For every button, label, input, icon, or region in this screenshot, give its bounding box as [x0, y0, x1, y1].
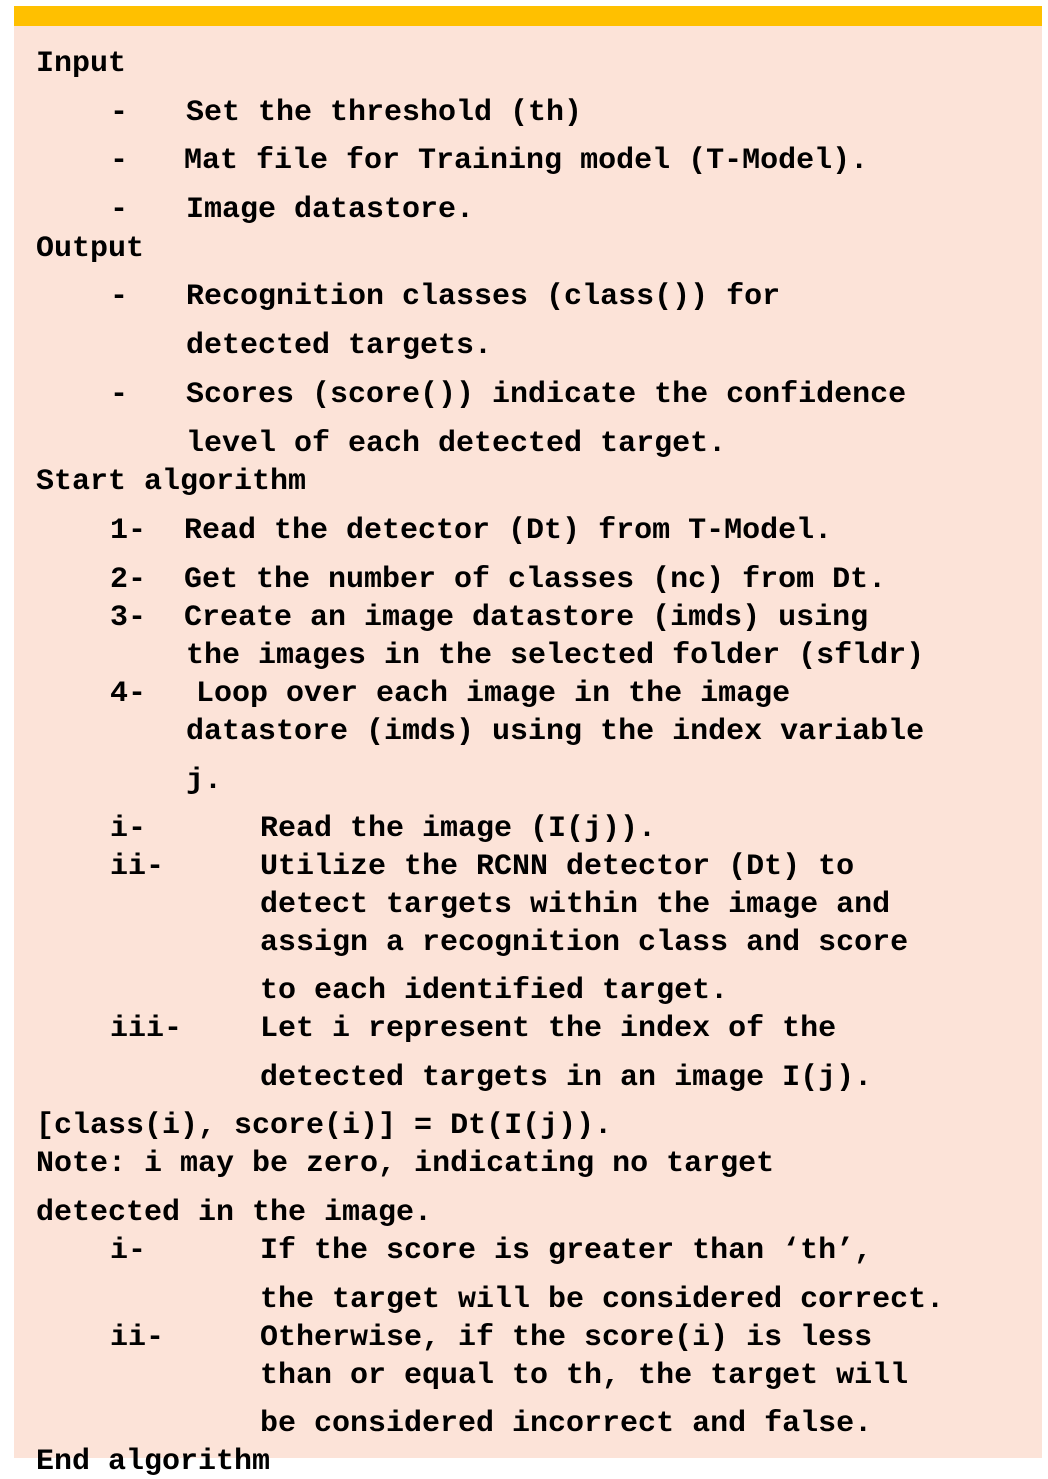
bullet-marker: -	[110, 193, 129, 227]
input-item: Image datastore.	[186, 193, 475, 227]
substep-text-continued: detected targets in an image I(j).	[260, 1061, 873, 1095]
step-number: 4-	[110, 677, 147, 711]
substep-text: Read the image (I(j)).	[260, 812, 657, 846]
step-number: 3-	[110, 601, 147, 635]
substep-number: i-	[110, 812, 147, 846]
heading-output: Output	[36, 232, 145, 266]
step-text-continued: datastore (imds) using the index variable	[186, 715, 925, 749]
substep-number: ii-	[110, 850, 165, 884]
bullet-marker: -	[110, 280, 129, 314]
step-text: Read the detector (Dt) from T-Model.	[184, 514, 833, 548]
substep-text: If the score is greater than ‘th’,	[260, 1234, 873, 1268]
substep-number: ii-	[110, 1321, 165, 1355]
output-item: Recognition classes (class()) for	[186, 280, 781, 314]
substep-number: i-	[110, 1234, 147, 1268]
substep-text-continued: to each identified target.	[260, 974, 729, 1008]
step-text: Loop over each image in the image	[196, 677, 791, 711]
substep-text: Utilize the RCNN detector (Dt) to	[260, 850, 855, 884]
step-text: Get the number of classes (nc) from Dt.	[184, 563, 887, 597]
substep-text: Otherwise, if the score(i) is less	[260, 1321, 873, 1355]
substep-text-continued: than or equal to th, the target will	[260, 1359, 909, 1393]
bullet-marker: -	[110, 378, 129, 412]
bullet-marker: -	[110, 144, 129, 178]
output-item-continued: level of each detected target.	[186, 427, 727, 461]
output-item: Scores (score()) indicate the confidence	[186, 378, 907, 412]
substep-text-continued: the target will be considered correct.	[260, 1283, 945, 1317]
bullet-marker: -	[110, 96, 129, 130]
heading-end-algorithm: End algorithm	[36, 1445, 271, 1479]
step-text: Create an image datastore (imds) using	[184, 601, 869, 635]
input-item: Set the threshold (th)	[186, 96, 583, 130]
note-text: Note: i may be zero, indicating no target	[36, 1147, 775, 1181]
input-item: Mat file for Training model (T-Model).	[184, 144, 869, 178]
step-number: 2-	[110, 563, 147, 597]
step-text-continued: the images in the selected folder (sfldr)	[186, 639, 925, 673]
algorithm-box	[14, 6, 1042, 1479]
code-line: [class(i), score(i)] = Dt(I(j)).	[36, 1109, 613, 1143]
step-text-continued: j.	[186, 764, 223, 798]
substep-text-continued: be considered incorrect and false.	[260, 1407, 873, 1441]
output-item-continued: detected targets.	[186, 329, 493, 363]
substep-text: Let i represent the index of the	[260, 1012, 837, 1046]
substep-number: iii-	[110, 1012, 183, 1046]
heading-input: Input	[36, 47, 127, 81]
heading-start-algorithm: Start algorithm	[36, 465, 307, 499]
substep-text-continued: detect targets within the image and	[260, 888, 891, 922]
step-number: 1-	[110, 514, 147, 548]
note-text-continued: detected in the image.	[36, 1196, 433, 1230]
substep-text-continued: assign a recognition class and score	[260, 926, 909, 960]
